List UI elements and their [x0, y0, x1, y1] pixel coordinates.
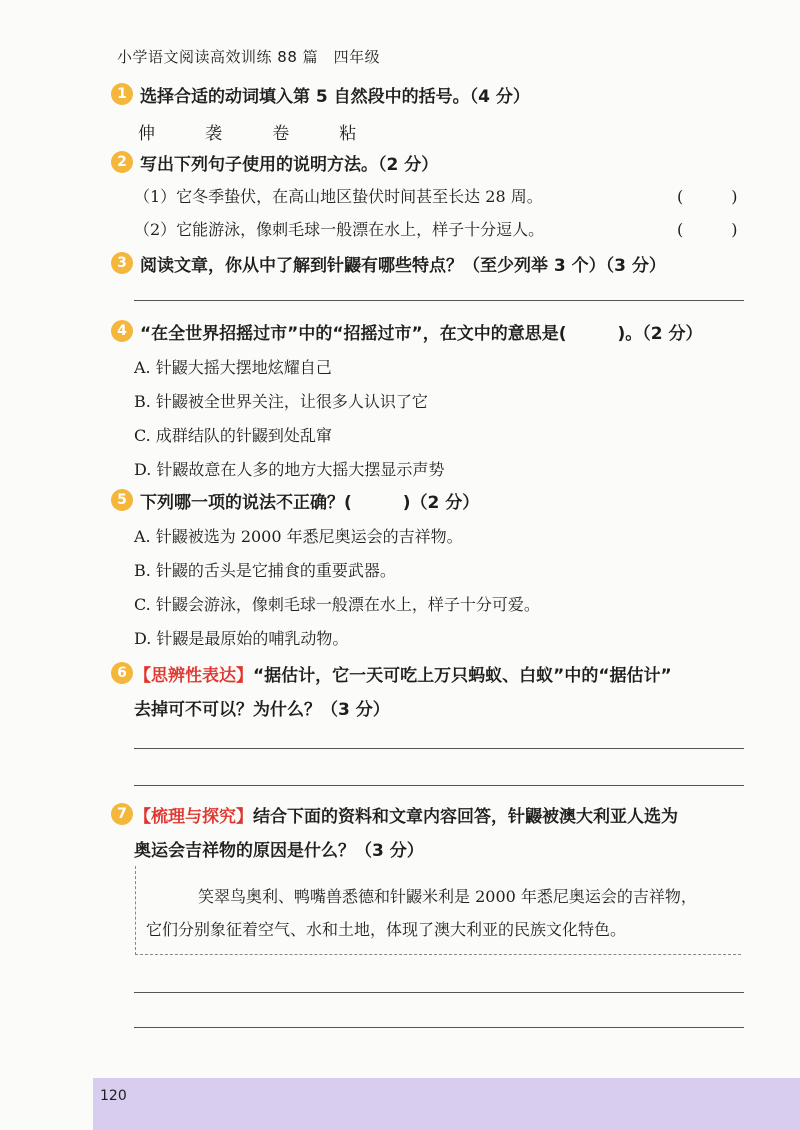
- verb-option: 伸: [138, 124, 155, 144]
- category-tag: 【梳理与探究】: [134, 807, 253, 827]
- question-number-badge: 6: [111, 662, 133, 684]
- option-c: C. 针鼹会游泳，像刺毛球一般漂在水上，样子十分可爱。: [134, 595, 540, 614]
- question-4-text: “在全世界招摇过市”中的“招摇过市”，在文中的意思是( )。（2 分）: [140, 324, 703, 344]
- option-b: B. 针鼹的舌头是它捕食的重要武器。: [134, 561, 396, 580]
- option-a: A. 针鼹大摇大摆地炫耀自己: [134, 358, 332, 377]
- question-number-badge: 5: [111, 489, 133, 511]
- question-6-line-2: 去掉可不可以？为什么？（3 分）: [134, 700, 390, 720]
- verb-options: [138, 119, 401, 144]
- question-7-line-2: 奥运会吉祥物的原因是什么？（3 分）: [134, 841, 424, 861]
- option-a: A. 针鼹被选为 2000 年悉尼奥运会的吉祥物。: [134, 527, 463, 546]
- question-7-line-1: 结合下面的资料和文章内容回答，针鼹被澳大利亚人选为: [253, 807, 678, 827]
- option-c: C. 成群结队的针鼹到处乱窜: [134, 426, 332, 445]
- question-number-badge: 7: [111, 803, 133, 825]
- answer-line[interactable]: [134, 1027, 744, 1028]
- question-number-badge: 1: [111, 83, 133, 105]
- page-header: 小学语文阅读高效训练 88 篇 四年级: [117, 48, 381, 66]
- reference-material-box: [135, 866, 741, 955]
- verb-option: 粘: [339, 124, 357, 144]
- question-number-badge: 2: [111, 151, 133, 173]
- page-number: 120: [100, 1088, 127, 1104]
- question-6-text: [134, 661, 672, 686]
- question-2-item-2: （2）它能游泳，像刺毛球一般漂在水上，样子十分逗人。: [134, 220, 545, 239]
- material-line-2: 它们分别象征着空气、水和土地，体现了澳大利亚的民族文化特色。: [146, 920, 627, 939]
- footer-band: [93, 1078, 800, 1130]
- question-3-text: 阅读文章，你从中了解到针鼹有哪些特点？（至少列举 3 个）（3 分）: [140, 256, 666, 276]
- answer-blank[interactable]: ( ): [677, 187, 738, 206]
- answer-blank[interactable]: ( ): [677, 220, 738, 239]
- question-2-text: 写出下列句子使用的说明方法。（2 分）: [140, 155, 439, 175]
- question-2-item-1: （1）它冬季蛰伏，在高山地区蛰伏时间甚至长达 28 周。: [134, 187, 543, 206]
- verb-option: 卷: [272, 124, 290, 144]
- question-6-line-1: “据估计，它一天可吃上万只蚂蚁、白蚁”中的“据估计”: [253, 666, 672, 686]
- option-d: D. 针鼹故意在人多的地方大摇大摆显示声势: [134, 460, 445, 479]
- material-line-1: 笑翠鸟奥利、鸭嘴兽悉德和针鼹米利是 2000 年悉尼奥运会的吉祥物，: [166, 887, 697, 906]
- answer-line[interactable]: [134, 785, 744, 786]
- answer-line[interactable]: [134, 992, 744, 993]
- answer-line[interactable]: [134, 300, 744, 301]
- question-number-badge: 4: [111, 320, 133, 342]
- category-tag: 【思辨性表达】: [134, 666, 253, 686]
- question-1-text: 选择合适的动词填入第 5 自然段中的括号。（4 分）: [140, 87, 530, 107]
- question-5-text: 下列哪一项的说法不正确？( )（2 分）: [140, 493, 480, 513]
- option-d: D. 针鼹是最原始的哺乳动物。: [134, 629, 349, 648]
- answer-line[interactable]: [134, 748, 744, 749]
- question-7-text: [134, 802, 678, 827]
- verb-option: 袭: [205, 124, 223, 144]
- question-number-badge: 3: [111, 252, 133, 274]
- option-b: B. 针鼹被全世界关注，让很多人认识了它: [134, 392, 428, 411]
